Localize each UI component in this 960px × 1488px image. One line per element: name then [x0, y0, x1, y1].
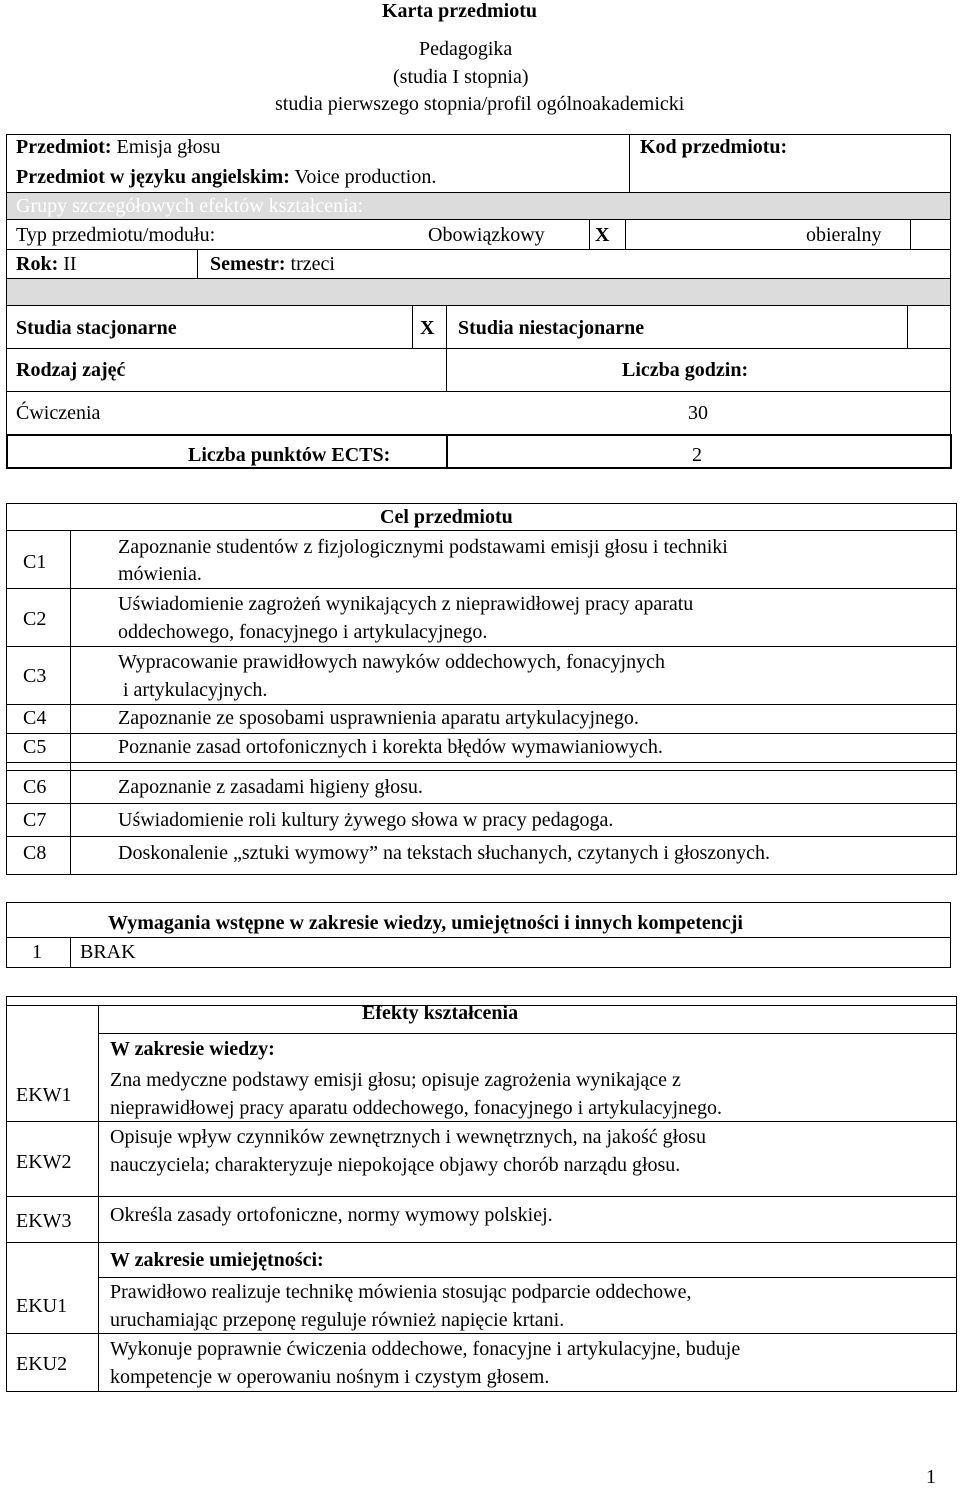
- ects-label: Liczba punktów ECTS:: [188, 444, 391, 466]
- goal-code: C1: [23, 551, 47, 573]
- outcomes-title: Efekty kształcenia: [362, 1002, 519, 1024]
- outcome-text: nieprawidłowej pracy aparatu oddechowego, fonacyjnego i artykulacyjnego.: [110, 1097, 722, 1119]
- empty-row-shading: [6, 278, 950, 305]
- semester: Semestr: trzeci: [210, 253, 335, 275]
- goal-text: Zapoznanie studentów z fizjologicznymi podstawami emisji głosu i techniki: [118, 536, 728, 558]
- field-of-study: Pedagogika: [419, 38, 513, 60]
- outcome-code: EKW2: [16, 1151, 72, 1173]
- requirement-number: 1: [32, 941, 42, 963]
- subject-code-label: Kod przedmiotu:: [640, 136, 788, 158]
- hours-value: 30: [688, 402, 708, 424]
- goal-text: Wypracowanie prawidłowych nawyków oddechowych, fonacyjnych: [118, 651, 665, 673]
- outcome-code: EKU1: [16, 1295, 68, 1317]
- document-title: Karta przedmiotu: [382, 0, 537, 22]
- full-time-label: Studia stacjonarne: [16, 317, 177, 339]
- study-profile: studia pierwszego stopnia/profil ogólnoakademicki: [275, 93, 685, 115]
- class-type: Ćwiczenia: [16, 402, 101, 424]
- outcome-text: Opisuje wpływ czynników zewnętrznych i wewnętrznych, na jakość głosu: [110, 1126, 706, 1148]
- subject-type-label: Typ przedmiotu/modułu:: [16, 224, 216, 246]
- outcome-text: Wykonuje poprawnie ćwiczenia oddechowe, fonacyjne i artykulacyjne, buduje: [110, 1338, 741, 1360]
- skills-label: W zakresie umiejętności:: [110, 1249, 324, 1271]
- goal-text: Poznanie zasad ortofonicznych i korekta błędów wymawianiowych.: [118, 736, 663, 758]
- goal-code: C3: [23, 665, 47, 687]
- full-time-mark: X: [420, 317, 435, 339]
- goals-title: Cel przedmiotu: [380, 506, 513, 528]
- outcome-code: EKW3: [16, 1210, 72, 1232]
- ects-value: 2: [692, 444, 702, 466]
- outcome-code: EKW1: [16, 1084, 72, 1106]
- outcome-text: Zna medyczne podstawy emisji głosu; opisuje zagrożenia wynikające z: [110, 1069, 681, 1091]
- outcome-text: nauczyciela; charakteryzuje niepokojące objawy chorób narządu głosu.: [110, 1154, 681, 1176]
- outcome-text: uruchamiając przeponę reguluje również napięcie krtani.: [110, 1309, 565, 1331]
- part-time-label: Studia niestacjonarne: [458, 317, 645, 339]
- year: Rok: II: [16, 253, 77, 275]
- subject-english-name: Przedmiot w języku angielskim: Voice production.: [16, 166, 437, 188]
- requirements-title: Wymagania wstępne w zakresie wiedzy, umiejętności i innych kompetencji: [108, 912, 743, 934]
- goal-text: Zapoznanie z zasadami higieny głosu.: [118, 776, 423, 798]
- goal-code: C4: [23, 707, 47, 729]
- mandatory-mark: X: [595, 224, 610, 246]
- goal-code: C8: [23, 842, 47, 864]
- outcome-text: kompetencje w operowaniu nośnym i czystym głosem.: [110, 1366, 550, 1388]
- subject-name: Przedmiot: Emisja głosu: [16, 136, 221, 158]
- study-level: (studia I stopnia): [393, 66, 529, 88]
- outcome-text: Prawidłowo realizuje technikę mówienia stosując podparcie oddechowe,: [110, 1281, 692, 1303]
- goal-code: C2: [23, 608, 47, 630]
- goal-text: Doskonalenie „sztuki wymowy” na tekstach słuchanych, czytanych i głoszonych.: [118, 842, 771, 864]
- goal-code: C6: [23, 776, 47, 798]
- page-number: 1: [926, 1466, 936, 1488]
- goal-code: C7: [23, 809, 47, 831]
- goal-text: oddechowego, fonacyjnego i artykulacyjnego.: [118, 621, 488, 643]
- hours-label: Liczba godzin:: [622, 359, 749, 381]
- outcome-code: EKU2: [16, 1353, 68, 1375]
- goal-code: C5: [23, 736, 47, 758]
- goal-text: mówienia.: [118, 563, 202, 585]
- goal-text: Uświadomienie roli kultury żywego słowa w pracy pedagoga.: [118, 809, 614, 831]
- goal-text: Uświadomienie zagrożeń wynikających z nieprawidłowej pracy aparatu: [118, 593, 694, 615]
- goal-text: i artykulacyjnych.: [118, 679, 268, 701]
- class-type-label: Rodzaj zajęć: [16, 359, 126, 381]
- requirement-text: BRAK: [80, 941, 136, 963]
- mandatory-label: Obowiązkowy: [428, 224, 545, 246]
- outcome-text: Określa zasady ortofoniczne, normy wymowy polskiej.: [110, 1204, 553, 1226]
- elective-label: obieralny: [806, 224, 882, 246]
- knowledge-label: W zakresie wiedzy:: [110, 1038, 275, 1060]
- goal-text: Zapoznanie ze sposobami usprawnienia aparatu artykulacyjnego.: [118, 707, 639, 729]
- groups-label: Grupy szczegółowych efektów kształcenia:: [16, 195, 364, 217]
